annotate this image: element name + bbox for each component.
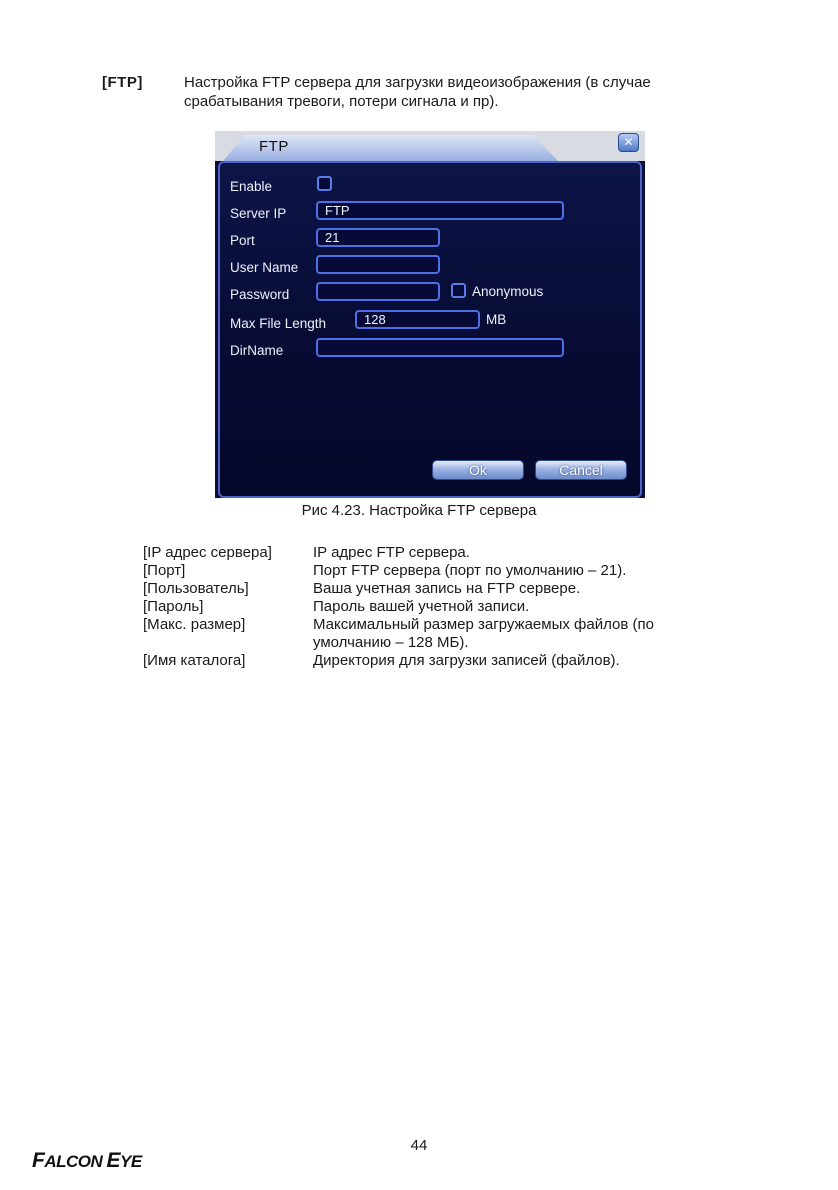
param-key: [Пользователь] — [143, 580, 249, 597]
param-value: Максимальный размер загружаемых файлов (по умолчанию – 128 МБ). — [313, 616, 654, 651]
param-value: Директория для загрузки записей (файлов). — [313, 652, 620, 669]
port-input[interactable]: 21 — [316, 228, 440, 247]
section-tag: [FTP] — [102, 74, 143, 91]
password-input[interactable] — [316, 282, 440, 301]
param-row — [143, 652, 733, 670]
user-name-label: User Name — [230, 260, 299, 275]
ftp-dialog — [215, 131, 645, 498]
enable-label: Enable — [230, 179, 273, 194]
param-row — [143, 562, 733, 580]
param-key: [Пароль] — [143, 598, 204, 615]
falcon-eye-logo: FALCON EYE — [32, 1149, 142, 1172]
max-file-length-input[interactable]: 128 — [355, 310, 480, 329]
enable-checkbox[interactable] — [317, 176, 332, 191]
param-value: Пароль вашей учетной записи. — [313, 598, 530, 615]
param-key: [Макс. размер] — [143, 616, 246, 633]
parameter-list — [143, 544, 733, 670]
param-value: Порт FTP сервера (порт по умолчанию – 21). — [313, 562, 627, 579]
dirname-label: DirName — [230, 343, 284, 358]
user-name-input[interactable] — [316, 255, 440, 274]
dirname-input[interactable] — [316, 338, 564, 357]
figure-caption: Рис 4.23. Настройка FTP сервера — [301, 502, 537, 519]
port-label: Port — [230, 233, 255, 248]
anonymous-label: Anonymous — [472, 284, 544, 299]
server-ip-input[interactable]: FTP — [316, 201, 564, 220]
param-row — [143, 598, 733, 616]
param-row — [143, 580, 733, 598]
password-label: Password — [230, 287, 290, 302]
page-number: 44 — [410, 1137, 428, 1154]
close-icon[interactable]: ✕ — [618, 133, 639, 152]
param-key: [Имя каталога] — [143, 652, 246, 669]
ok-button[interactable]: Ok — [432, 460, 524, 480]
anonymous-checkbox[interactable] — [451, 283, 466, 298]
param-value: Ваша учетная запись на FTP сервере. — [313, 580, 581, 597]
section-intro — [102, 73, 742, 111]
max-file-length-unit: MB — [486, 312, 507, 327]
param-row — [143, 544, 733, 562]
max-file-length-label: Max File Length — [230, 316, 327, 331]
param-key: [IP адрес сервера] — [143, 544, 272, 561]
param-key: [Порт] — [143, 562, 186, 579]
dialog-title: FTP — [259, 138, 289, 155]
param-value: IP адрес FTP сервера. — [313, 544, 470, 561]
param-row — [143, 616, 733, 652]
server-ip-label: Server IP — [230, 206, 287, 221]
cancel-button[interactable]: Cancel — [535, 460, 627, 480]
section-description: Настройка FTP сервера для загрузки видеоизображения (в случае срабатывания тревоги, потери сигнала и пр). — [184, 74, 651, 110]
